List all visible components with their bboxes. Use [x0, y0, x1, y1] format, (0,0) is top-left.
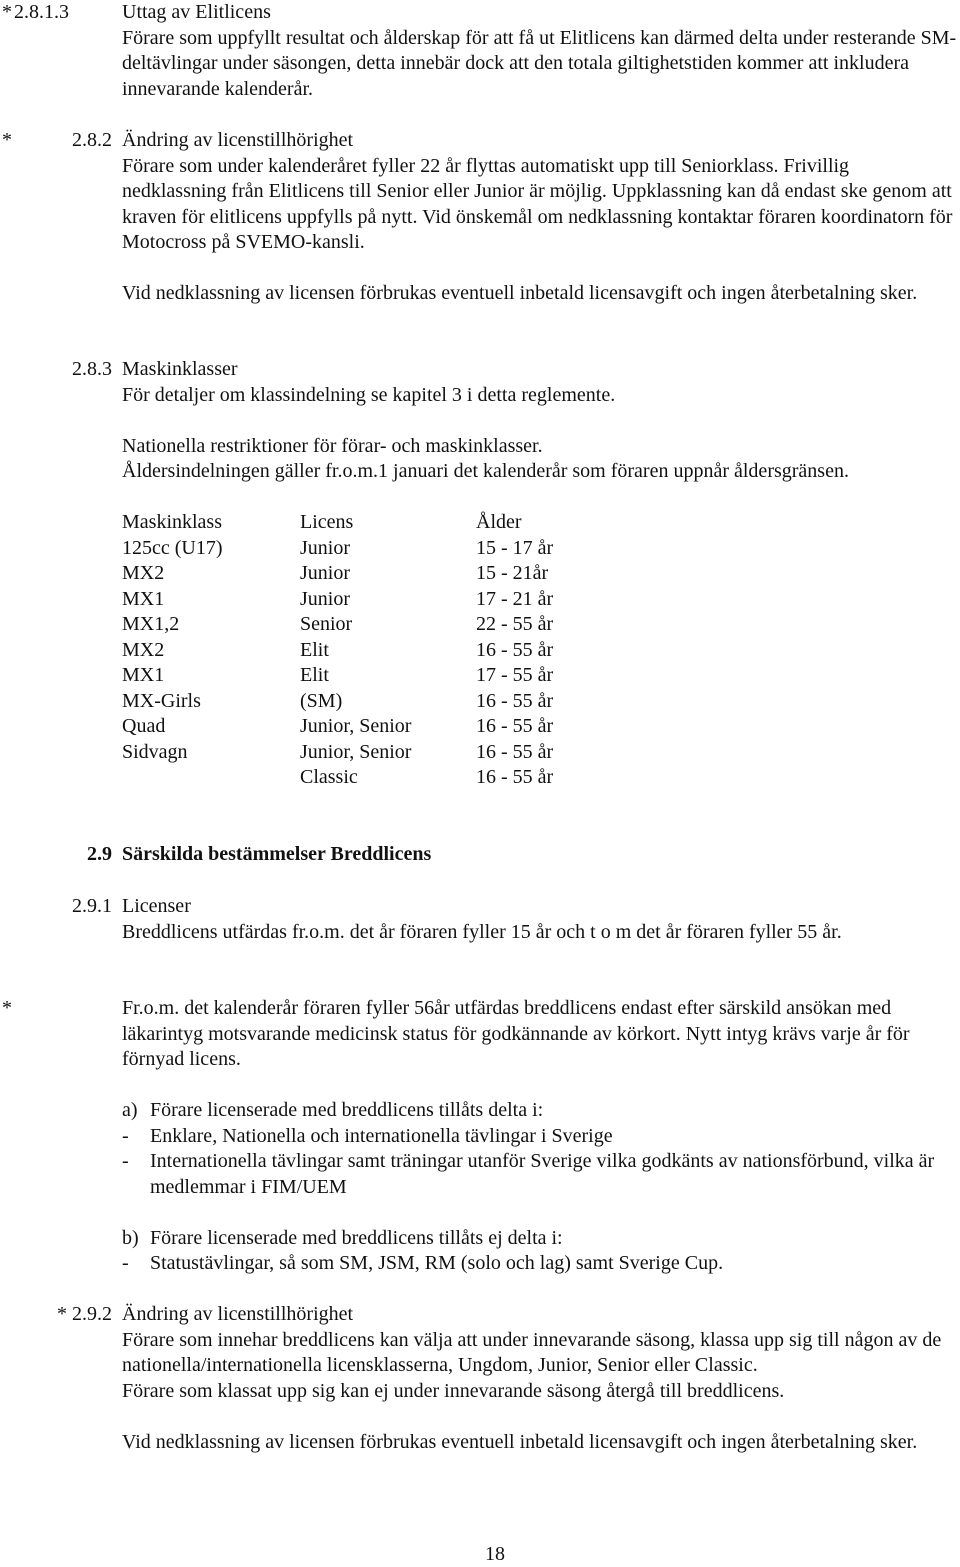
table-row [122, 561, 553, 587]
section-text: Breddlicens utfärdas fr.o.m. det år föraren fyller 15 år och t o m det år föraren fyller 55 år. [122, 920, 842, 943]
section-number: * 2.9.2 [57, 1303, 112, 1325]
section-text-2: Nationella restriktioner för förar- och maskinklasser. [122, 434, 543, 457]
table-row [122, 740, 553, 766]
section-number: 2.9.1 [72, 895, 112, 917]
page-number: 18 [485, 1543, 505, 1565]
list-item [122, 1149, 958, 1200]
table-row [122, 638, 553, 664]
section-number: 2.9 [87, 843, 112, 865]
change-marker: * [2, 129, 12, 151]
section-text-2: Vid nedklassning av licensen förbrukas eventuell inbetald licensavgift och ingen återbetalning sker. [122, 282, 918, 304]
section-text-2: Fr.o.m. det kalenderår föraren fyller 56år utfärdas breddlicens endast efter särskild ansökan med läkarintyg motsvarande medicinsk status för godkännande av körkort. Nytt intyg krävs varje år för förnyad licens. [122, 997, 910, 1070]
section-text-3: Åldersindelningen gäller fr.o.m.1 januari det kalenderår som föraren uppnår åldersgränsen. [122, 460, 849, 482]
cell-age: 16 - 55 år [476, 715, 554, 737]
dash-marker: - [122, 1150, 129, 1172]
list-item-a [122, 1098, 958, 1124]
table-row [122, 765, 553, 791]
section-number: 2.8.2 [72, 129, 112, 151]
table-row [122, 689, 553, 715]
cell-class: 125cc (U17) [122, 536, 223, 559]
dash-marker: - [122, 1252, 129, 1274]
cell-class: MX2 [122, 562, 165, 584]
table-row [122, 536, 553, 562]
cell-license: Senior [300, 613, 353, 635]
section-text: Förare som uppfyllt resultat och ålderskap för att få ut Elitlicens kan därmed delta under resterande SM-deltävlingar under säsongen, detta innebär dock att den totala giltighetstiden kommer att inkludera innevarande kalenderår. [122, 26, 957, 100]
cell-class: Sidvagn [122, 740, 188, 763]
list-text: Enklare, Nationella och internationella tävlingar i Sverige [150, 1124, 613, 1147]
cell-age: 16 - 55 år [476, 689, 554, 712]
table-header-row [122, 510, 553, 536]
cell-license: Elit [300, 664, 329, 686]
section-text-2: Förare som klassat upp sig kan ej under innevarande säsong återgå till breddlicens. [122, 1379, 785, 1402]
section-title: Maskinklasser [122, 358, 238, 380]
list-item [122, 1124, 958, 1150]
cell-license: Junior, Senior [300, 715, 412, 737]
section-text-3: Vid nedklassning av licensen förbrukas eventuell inbetald licensavgift och ingen återbetalning sker. [122, 1430, 918, 1453]
cell-age: 17 - 21 år [476, 587, 554, 610]
section-title: Uttag av Elitlicens [122, 1, 271, 23]
cell-age: 16 - 55 år [476, 638, 554, 661]
cell-license: Junior [300, 536, 350, 559]
cell-class: MX2 [122, 638, 165, 661]
column-header: Licens [300, 511, 354, 533]
cell-license: Junior [300, 587, 350, 610]
section-text: Förare som innehar breddlicens kan välja att under innevarande säsong, klassa upp sig till någon av de nationella/internationella licensklasserna, Ungdom, Junior, Senior eller Classic. [122, 1328, 942, 1376]
cell-age: 15 - 21år [476, 562, 549, 584]
cell-license: Elit [300, 638, 329, 661]
table-row [122, 663, 553, 689]
column-header: Maskinklass [122, 511, 222, 533]
section-text: För detaljer om klassindelning se kapitel 3 i detta reglemente. [122, 383, 616, 406]
cell-license: Junior [300, 562, 350, 584]
section-title: Licenser [122, 895, 191, 917]
list-text: Statustävlingar, så som SM, JSM, RM (solo och lag) samt Sverige Cup. [150, 1252, 724, 1274]
section-title: Ändring av licenstillhörighet [122, 1303, 354, 1325]
section-title: Ändring av licenstillhörighet [122, 129, 354, 151]
section-text: Förare som under kalenderåret fyller 22 år flyttas automatiskt upp till Seniorklass. Frivillig nedklassning från Elitlicens till Senior eller Junior är möjlig. Uppklassning kan då endast ske genom att kraven för elitlicens uppfylls på nytt. Vid önskemål om nedklassning kontaktar föraren koordinatorn för Motocross på SVEMO-kansli. [122, 154, 953, 253]
change-marker: * [2, 1, 12, 23]
cell-age: 16 - 55 år [476, 766, 554, 788]
cell-class: MX1 [122, 664, 165, 686]
cell-license: (SM) [300, 689, 343, 712]
cell-class [122, 765, 300, 791]
cell-license: Classic [300, 766, 358, 788]
list-item-b [122, 1226, 958, 1252]
list-marker: b) [122, 1226, 139, 1249]
change-marker: * [2, 997, 12, 1019]
list-text: Internationella tävlingar samt träningar utanför Sverige vilka godkänts av nationsförbund, vilka är medlemmar i FIM/UEM [150, 1150, 935, 1198]
cell-age: 17 - 55 år [476, 664, 554, 686]
dash-marker: - [122, 1124, 129, 1147]
section-number: 2.8.1.3 [14, 1, 69, 23]
section-title: Särskilda bestämmelser Breddlicens [122, 843, 432, 865]
list-text: Förare licenserade med breddlicens tillåts delta i: [150, 1099, 544, 1121]
list-marker: a) [122, 1099, 138, 1121]
list-item [122, 1251, 958, 1277]
cell-class: Quad [122, 715, 166, 737]
cell-age: 16 - 55 år [476, 740, 554, 763]
machine-class-table [122, 510, 553, 791]
cell-class: MX1,2 [122, 613, 180, 635]
table-row [122, 714, 553, 740]
cell-age: 22 - 55 år [476, 613, 554, 635]
list-text: Förare licenserade med breddlicens tillåts ej delta i: [150, 1226, 563, 1249]
table-row [122, 587, 553, 613]
cell-age: 15 - 17 år [476, 536, 554, 559]
table-row [122, 612, 553, 638]
cell-class: MX-Girls [122, 689, 201, 712]
cell-class: MX1 [122, 587, 165, 610]
column-header: Ålder [476, 511, 522, 533]
cell-license: Junior, Senior [300, 740, 412, 763]
section-number: 2.8.3 [72, 358, 112, 380]
